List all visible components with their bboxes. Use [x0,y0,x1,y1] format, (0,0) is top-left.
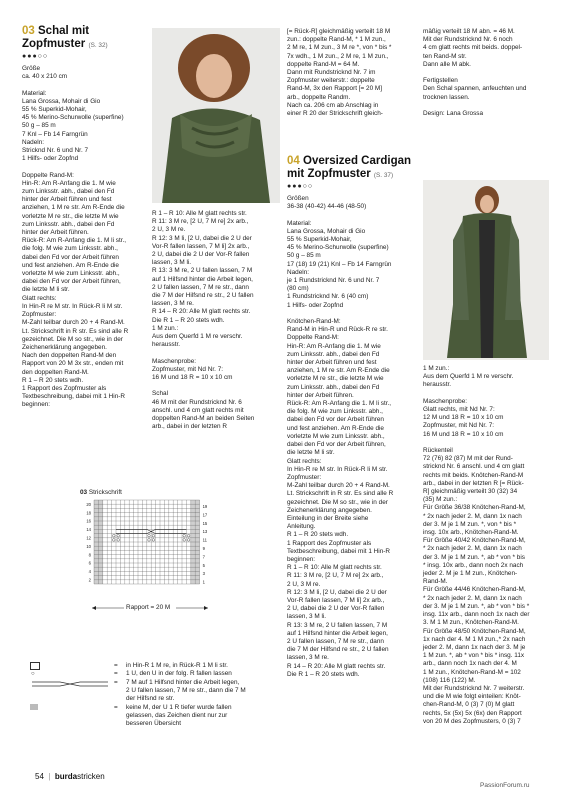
chart-row-label: 18 [86,510,91,516]
chart-yarn-over [187,539,190,542]
chart-rapport-label: Rapport = 20 M [126,604,171,611]
legend-symbol-yo: ○ [31,671,35,677]
chart-row-label: 19 [202,503,208,509]
section04-col3: Größen 36-38 (40-42) 44-46 (48-50) Material: Lana Grossa, Mohair di Gio 55 % Superkid-Mohair, 45 % Merino-Schurwolle (superfine) 50 g – 85 m 17 (18) 19 (21) Knl – Fb 14 Farngrün Nadeln: je 1 Rundstricknd Nr. 6 und Nr. 7 (80 cm) 1 Rundstricknd Nr. 6 (40 cm) 1 Hilfs- oder Zopfnd Knötchen-Rand-M: Rand-M in Hin-R und Rück-R re str. Doppelte Rand-M: Hin-R: Am R-Anfang die 1. M wie zum Linksstr. abh., dabei den Fd hinter der Arbeit führen und fest anziehen, 1 M re str. Am R-Ende die vorletzte M re str., die letzte M wie zum Linksstr. abh., dabei den Fd hinter der Arbeit führen. Rück-R: Am R-Anfang die 1. M li str., die folg. M wie zum Linksstr. abh., dabei den Fd vor der Arbeit führen und fest anziehen. Am R-Ende die vorletzte M wie zum Linksstr. abh., dabei den Fd vor der Arbeit führen, die letzte M li str. Glatt rechts: In Hin-R re M str. In Rück-R li M str. Zopfmuster: M-Zahl teilbar durch 20 + 4 Rand-M. Lt. Strickschrift in R str. Es sind alle R gezeichnet. Die M so str., wie in der Zeichenerklärung angegeben. Einteilung in der Breite siehe Anleitung. R 1 – R 20 stets wdh. 1 Rapport des Zopfmuster als Textbeschreibung, dabei mit 1 Hin-R beginnen: R 1 – R 10: Alle M glatt rechts str. R 11: 3 M re, [2 U, 7 M re] 2x arb., 2 U, 3 M re. R 12: 3 M li, [2 U, dabei die 2 U der Vor-R fallen lassen, 7 M li] 2x arb., 2 U, dabei die 2 U der Vor-R fallen lassen, 3 M li. R 13: 3 M re, 2 U fallen lassen, 7 M auf 1 Hilfsnd hinter die Arbeit legen, 2 U fallen lassen, 7 M re str., dann die 7 M der Hilfsnd re str., 2 U fallen lassen, 3 M re. R 14 – R 20: Alle M glatt rechts str. Die R 1 – R 20 stets wdh. [287,195,394,678]
chart-row-label: 3 [202,571,205,577]
section03-title [22,25,108,52]
section04-number: 04 [287,155,300,167]
legend-eq-1: = [114,662,118,669]
chart-row-label: 7 [202,554,205,560]
footer-divider: | [46,772,53,781]
legend-text-4: keine M, der U 1 R tiefer wurde fallen gelassen, das Zeichen dient nur zur besseren Übersicht [126,704,232,727]
section04-title-line1: Oversized Cardigan [303,155,412,167]
chart-row-label: 6 [88,560,91,566]
chart-yarn-over [183,539,186,542]
section03-col4: mäßig verteilt 18 M abn. = 46 M. Mit der Rundstricknd Nr. 6 noch 4 cm glatt rechts mit beids. doppel- ten Rand-M str. Dann alle M abk. Fertigstellen Den Schal spannen, anfeuchten und trocknen lassen. Design: Lana Grossa [423,28,527,118]
legend-symbol-plain [30,662,40,670]
chart-row-label: 17 [202,512,208,518]
chart-row-label: 13 [202,529,208,535]
page-footer [35,772,105,781]
section04-col4: 1 M zun.: Aus dem Querfd 1 M re verschr. herausstr. Maschenprobe: Glatt rechts, mit Nd Nr. 7: 12 M und 18 R = 10 x 10 cm Zopfmuster, mit Nd Nr. 7: 16 M und 18 R = 10 x 10 cm Rückenteil 72 (76) 82 (87) M mit der Rund- stricknd Nr. 6 anschl. und 4 cm glatt rechts mit beids. Knötchen-Rand-M arb., dabei in der letzten R [= Rück- R] gleichmäßig verteilt 30 (32) 34 (35) M zun.: Für Größe 36/38 Knötchen-Rand-M, * 2x nach jeder 2. M, dann 1x nach der 3. M je 1 M zun. *, von * bis * insg. 10x arb., Knötchen-Rand-M. Für Größe 40/42 Knötchen-Rand-M, * 2x nach jeder 2. M, dann 1x nach der 3. M je 1 M zun. *, ab * von * bis * insg. 10x arb., dann noch 2x nach jeder 2. M je 1 M zun., Knötchen- Rand-M. Für Größe 44/46 Knötchen-Rand-M, * 2x nach jeder 2. M, dann 1x nach der 3. M je 1 M zun. *, ab * von * bis * insg. 11x arb., dann noch 1x nach der 3. M 1 M zun., Knötchen-Rand-M. Für Größe 48/50 Knötchen-Rand-M, 1x nach der 4. M 1 M zun.,* 2x nach jeder 2. M, dann 1x nach der 3. M je 1 M zun. *, ab * von * bis * insg. 11x arb., dann noch 1x nach der 4. M 1 M zun., Knötchen-Rand-M = 102 (108) 116 (122) M. Mit der Rundstricknd Nr. 7 weiterstr. und die M wie folgt einteilen: Knöt- chen-Rand-M, 0 (3) 7 (0) M glatt rechts, 5x (5x) 5x (6x) den Rapport von 20 M des Zopfmusters, 0 (3) 7 [423,365,530,725]
chart-yarn-over [113,534,116,537]
page-number: 54 [35,772,44,781]
chart-yarn-over [117,539,120,542]
chart-label-num: 03 [80,489,88,496]
chart-yarn-over [113,539,116,542]
chart-yarn-over [152,539,155,542]
chart-label [80,489,122,496]
chart-row-label: 16 [86,518,91,524]
cardigan-photo [423,180,549,360]
section03-number: 03 [22,25,35,37]
scarf-photo-image [152,28,280,203]
section03-page-ref: (S. 32) [88,41,108,49]
legend-text-1: in Hin-R 1 M re, in Rück-R 1 M li str. [126,662,228,669]
watermark: PassionForum.ru [480,782,530,789]
section04-difficulty: ●●●○○ [287,183,314,190]
section04-title [287,155,411,182]
chart-row-label: 11 [202,537,207,543]
chart-row-label: 2 [88,577,91,583]
chart-row-label: 5 [202,562,205,568]
chart-rapport-arrow [90,603,210,613]
legend-text-2: 1 U, den U in der folg. R fallen lassen [126,670,232,677]
cardigan-photo-image [423,180,549,360]
chart-row-label: 10 [86,543,91,549]
section03-col3: [= Rück-R] gleichmäßig verteilt 18 M zun.: doppelte Rand-M, * 1 M zun., 2 M re, 1 M zun., 3 M re *, von * bis * 7x wdh., 1 M zun., 2 M re, 1 M zun., doppelte Rand-M = 64 M. Dann mit Rundstricknd Nr. 7 im Zopfmuster weiterstr.: doppelte Rand-M, 3x den Rapport [= 20 M] arb., doppelte Randm. Nach ca. 206 cm ab Anschlag in einer R 20 der Strickschrift gleich- [287,28,392,118]
section03-col1: Größe ca. 40 x 210 cm Material: Lana Grossa, Mohair di Gio 55 % Superkid-Mohair, 45 % Merino-Schurwolle (superfine) 50 g – 85 m 7 Knl – Fb 14 Farngrün Nadeln: Stricknd Nr. 6 und Nr. 7 1 Hilfs- oder Zopfnd Doppelte Rand-M: Hin-R: Am R-Anfang die 1. M wie zum Linksstr. abh., dabei den Fd hinter der Arbeit führen und fest anziehen, 1 M re str. Am R-Ende die vorletzte M re str., die letzte M wie zum Linksstr. abh., dabei den Fd hinter der Arbeit führen. Rück-R: Am R-Anfang die 1. M li str., die folg. M wie zum Linksstr. abh., dabei den Fd vor der Arbeit führen und fest anziehen. Am R-Ende die vorletzte M wie zum Linksstr. abh., dabei den Fd vor der Arbeit führen, die letzte M li str. Glatt rechts: In Hin-R re M str. In Rück-R li M str. Zopfmuster: M-Zahl teilbar durch 20 + 4 Rand-M. Lt. Strickschrift in R str. Es sind alle R gezeichnet. Die M so str., wie in der Zeichenerklärung angegeben. Nach den doppelten Rand-M den Rapport von 20 M 3x str., enden mit den doppelten Rand-M. R 1 – R 20 stets wdh. 1 Rapport des Zopfmuster als Textbeschreibung, dabei mit 1 Hin-R beginnen: [22,65,129,409]
chart-yarn-over [183,534,186,537]
brand-light: stricken [77,772,105,781]
section04-title-line2: mit Zopfmuster [287,167,371,180]
legend-symbol-nostitch [30,704,38,710]
chart-yarn-over [117,534,120,537]
legend-eq-4: = [114,704,118,711]
section03-difficulty: ●●●○○ [22,53,49,60]
chart-label-text: Strickschrift [88,489,122,496]
section03-title-line2: Zopfmuster [22,37,86,50]
chart-row-label: 9 [202,545,205,551]
section04-page-ref: (S. 37) [373,171,394,179]
chart-yarn-over [187,534,190,537]
legend-text-3: 7 M auf 1 Hilfsnd hinter die Arbeit legen, 2 U fallen lassen, 7 M re str., dann die 7 M der Hilfsnd re str. [126,679,246,702]
chart-yarn-over [148,534,151,537]
chart-row-label: 4 [88,569,91,575]
legend-eq-2: = [114,670,118,677]
chart-row-label: 15 [202,520,208,526]
section03-col2: R 1 – R 10: Alle M glatt rechts str. R 11: 3 M re, [2 U, 7 M re] 2x arb., 2 U, 3 M re. R 12: 3 M li, [2 U, dabei die 2 U der Vor-R fallen lassen, 7 M li] 2x arb., 2 U, dabei die 2 U der Vor-R fallen lassen, 3 M li. R 13: 3 M re, 2 U fallen lassen, 7 M auf 1 Hilfsnd hinter die Arbeit legen, 2 U fallen lassen, 7 M re str., dann die 7 M der Hilfsnd re str., 2 U fallen lassen, 3 M re. R 14 – R 20: Alle M glatt rechts str. Die R 1 – R 20 stets wdh. 1 M zun.: Aus dem Querfd 1 M re verschr. herausstr. Maschenprobe: Zopfmuster, mit Nd Nr. 7: 16 M und 18 R = 10 x 10 cm Schal 46 M mit der Rundstricknd Nr. 6 anschl. und 4 cm glatt rechts mit doppelten Rand-M an beiden Seiten arb., dabei in der letzten R [152,210,255,431]
chart-row-label: 8 [88,552,91,558]
section03-title-line1: Schal mit [38,25,90,37]
legend-eq-3: = [114,679,118,686]
chart-yarn-over [152,534,155,537]
chart-row-label: 12 [86,535,91,541]
brand-bold: burda [54,772,78,781]
legend-symbol-cable [30,680,110,688]
chart-row-label: 20 [86,501,91,507]
scarf-photo [152,28,280,203]
chart-row-label: 1 [202,579,205,585]
knitting-chart [72,498,222,593]
chart-yarn-over [148,539,151,542]
chart-row-label: 14 [86,527,91,533]
